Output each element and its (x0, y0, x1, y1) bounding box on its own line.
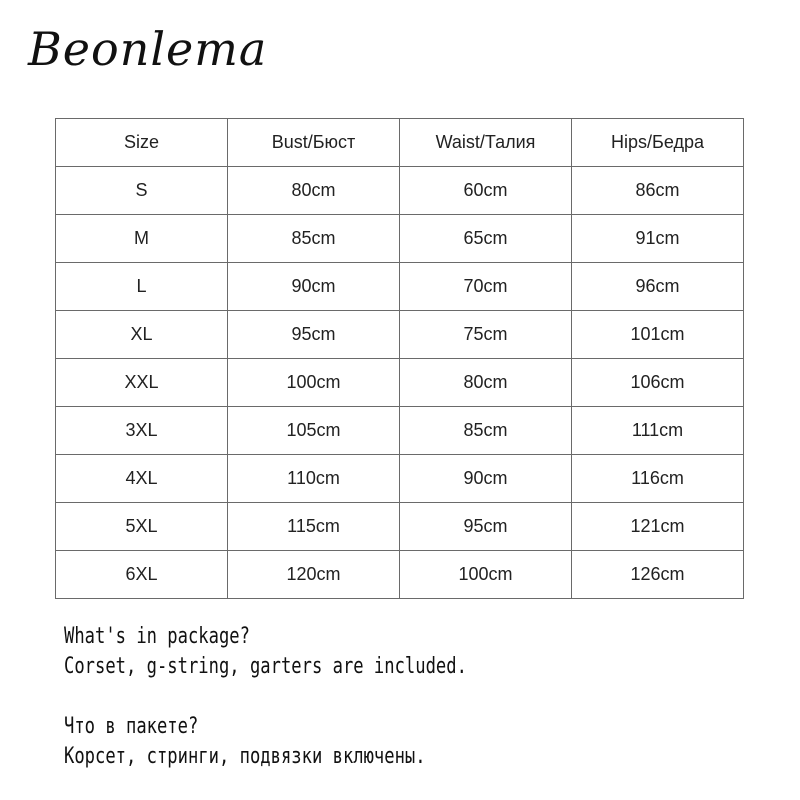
package-answer-ru: Корсет, стринги, подвязки включены. (64, 744, 426, 769)
cell-bust: 100cm (228, 359, 400, 407)
table-row (56, 407, 744, 455)
table-row (56, 263, 744, 311)
cell-bust: 120cm (228, 551, 400, 599)
cell-size: S (56, 167, 228, 215)
header-hips: Hips/Бедра (572, 119, 744, 167)
table-row (56, 359, 744, 407)
cell-waist: 85cm (400, 407, 572, 455)
cell-hips: 106cm (572, 359, 744, 407)
cell-size: L (56, 263, 228, 311)
cell-hips: 96cm (572, 263, 744, 311)
header-waist: Waist/Талия (400, 119, 572, 167)
cell-size: 5XL (56, 503, 228, 551)
header-bust: Bust/Бюст (228, 119, 400, 167)
cell-waist: 75cm (400, 311, 572, 359)
cell-hips: 86cm (572, 167, 744, 215)
cell-size: XL (56, 311, 228, 359)
cell-hips: 91cm (572, 215, 744, 263)
cell-size: XXL (56, 359, 228, 407)
cell-waist: 90cm (400, 455, 572, 503)
cell-waist: 80cm (400, 359, 572, 407)
table-row (56, 503, 744, 551)
cell-size: M (56, 215, 228, 263)
cell-waist: 95cm (400, 503, 572, 551)
cell-hips: 101cm (572, 311, 744, 359)
header-size: Size (56, 119, 228, 167)
table-row (56, 167, 744, 215)
cell-waist: 60cm (400, 167, 572, 215)
cell-bust: 80cm (228, 167, 400, 215)
brand-logo: Beonlema (28, 22, 268, 76)
cell-waist: 65cm (400, 215, 572, 263)
table-row (56, 455, 744, 503)
cell-bust: 95cm (228, 311, 400, 359)
cell-bust: 105cm (228, 407, 400, 455)
size-chart-table (55, 118, 744, 599)
cell-bust: 110cm (228, 455, 400, 503)
cell-size: 4XL (56, 455, 228, 503)
cell-hips: 116cm (572, 455, 744, 503)
package-question-en: What's in package? (64, 624, 250, 649)
cell-bust: 85cm (228, 215, 400, 263)
table-row (56, 551, 744, 599)
cell-hips: 111cm (572, 407, 744, 455)
cell-bust: 115cm (228, 503, 400, 551)
notes-spacer (64, 682, 467, 712)
table-row (56, 215, 744, 263)
cell-hips: 121cm (572, 503, 744, 551)
package-answer-en: Corset, g-string, garters are included. (64, 654, 467, 679)
cell-waist: 100cm (400, 551, 572, 599)
cell-bust: 90cm (228, 263, 400, 311)
cell-waist: 70cm (400, 263, 572, 311)
package-question-ru: Что в пакете? (64, 714, 199, 739)
cell-size: 6XL (56, 551, 228, 599)
package-notes (64, 622, 467, 772)
table-row (56, 311, 744, 359)
cell-size: 3XL (56, 407, 228, 455)
cell-hips: 126cm (572, 551, 744, 599)
table-header-row (56, 119, 744, 167)
